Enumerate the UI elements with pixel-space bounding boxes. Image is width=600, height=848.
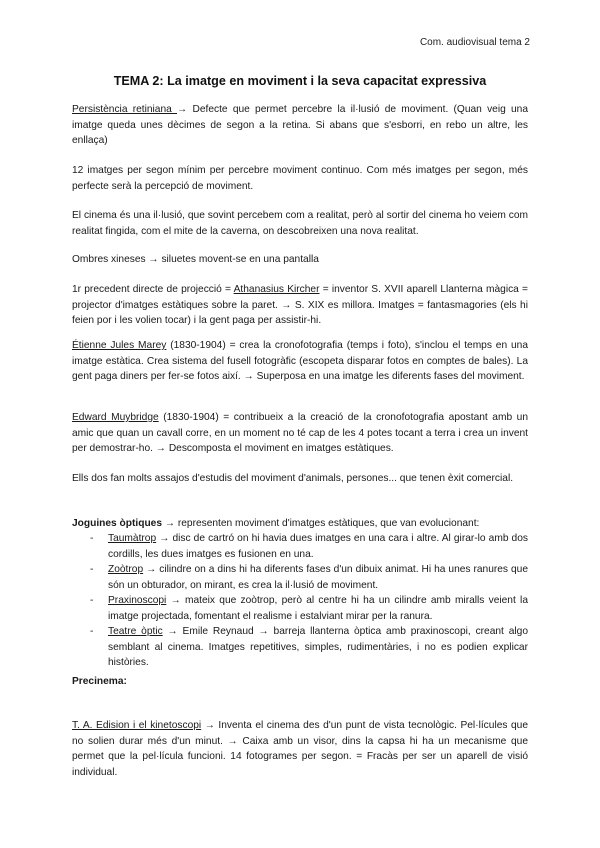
paragraph-12-imatges: 12 imatges per segon mínim per percebre moviment continuo. Com més imatges per segon, més perfecte serà la percepció de moviment. xyxy=(72,165,528,192)
section-heading-precinema: Precinema: xyxy=(72,676,127,687)
paragraph-cinema-illusio: El cinema és una il·lusió, que sovint percebem com a realitat, però al sortir del cinema ho veiem com realitat fingida, com el mite de la caverna, on descobreixen una nova realitat. xyxy=(72,210,528,237)
paragraph-text: (1830-1904) = contribueix a la creació de la cronofotografia apostant amb un amic que quan un cavall corre, en un moment no té cap de les 4 potes tocant a terra i crea un invent per demostrar-ho. → Descomposta el moviment en imatges estàtiques. xyxy=(72,412,529,455)
list-dash: - xyxy=(90,533,94,544)
paragraph-text: 1r precedent directe de projecció = xyxy=(72,284,234,295)
list-item-term: Zoòtrop xyxy=(108,564,144,575)
paragraph-marey xyxy=(72,338,528,385)
list-item xyxy=(72,562,528,593)
list-item-text: → disc de cartró on hi havia dues imatges en una cara i altre. Al girar-lo amb dos cordills, les dues imatges es fusionen en una. xyxy=(108,533,528,560)
term-joguines-optiques: Joguines òptiques xyxy=(72,518,162,529)
list-item-text: → cilindre on a dins hi ha diferents fases d'un dibuix animat. Hi ha unes ranures que són un obturador, on mirant, es crea la il·lusió de moviment. xyxy=(108,564,528,591)
paragraph-ombres-xineses: Ombres xineses → siluetes movent-se en una pantalla xyxy=(72,254,319,265)
list-item-text: → Emile Reynaud → barreja llanterna òptica amb praxinoscopi, creant algo semblant al cinema. Imatges repetitives, simples, rudimentàries, i no es podien explicar històries. xyxy=(108,626,528,669)
list-dash: - xyxy=(90,595,94,606)
list-item-term: Teatre òptic xyxy=(108,626,163,637)
paragraph-assajos: Ells dos fan molts assajos d'estudis del moviment d'animals, persones... que tenen èxit comercial. xyxy=(72,473,514,484)
term-marey: Étienne Jules Marey xyxy=(72,340,167,351)
paragraph-persistencia xyxy=(72,102,528,149)
paragraph-text: → Defecte que permet percebre la il·lusió de moviment. (Quan veig una imatge queda unes dècimes de segon a la retina. Si abans que s'esborri, en rebo un altre, les enllaça) xyxy=(72,104,528,147)
paragraph-joguines-optiques xyxy=(72,516,528,532)
list-item-term: Taumàtrop xyxy=(108,533,157,544)
paragraph-kircher xyxy=(72,282,528,329)
list-item xyxy=(72,531,528,562)
page-title: TEMA 2: La imatge en moviment i la seva capacitat expressiva xyxy=(113,74,487,88)
term-kircher: Athanasius Kircher xyxy=(233,284,320,295)
paragraph-muybridge xyxy=(72,410,528,457)
paragraph-text: (1830-1904) = crea la cronofotografia (temps i foto), s'inclou el temps en una imatge estàtica. Crea sistema del fusell fotogràfic (escopeta disparar fotos en comptes de bales). La gent paga diners per fer-se fotos així. → Superposa en una imatge les diferents fases del moviment. xyxy=(72,340,528,383)
paragraph-text: → Inventa el cinema des d'un punt de vista tecnològic. Pel·lícules que no solien durar més d'un minut. → Caixa amb un visor, dins la capsa hi ha un mecanisme que permet que la pel·lícula funcioni. 14 fotogrames per segon. = Fracàs per ser un aparell de visió individual. xyxy=(72,720,528,778)
paragraph-text: → representen moviment d'imatges estàtiques, que van evolucionant: xyxy=(162,518,480,529)
paragraph-edison xyxy=(72,718,528,780)
list-item xyxy=(72,593,528,624)
list-item xyxy=(72,624,528,671)
list-item-term: Praxinoscopi xyxy=(108,595,167,606)
term-edison: T. A. Edision i el kinetoscopi xyxy=(72,720,202,731)
paragraph-text: = inventor S. XVII aparell Llanterna màgica = projector d'imatges estàtiques sobre la paret. → S. XIX es millora. Imatges = fantasmagories (els hi feien por i les volien tocar) i la gent paga per assistir-hi. xyxy=(72,284,528,327)
term-muybridge: Edward Muybridge xyxy=(72,412,159,423)
list-dash: - xyxy=(90,564,94,575)
term-persistencia: Persistència retiniana xyxy=(72,104,178,115)
list-dash: - xyxy=(90,626,94,637)
page-header: Com. audiovisual tema 2 xyxy=(419,37,530,48)
list-item-text: → mateix que zoòtrop, però al centre hi ha un cilindre amb miralls veient la imatge projectada, fomentant el realisme i estalviant mirar per la ranura. xyxy=(108,595,528,622)
